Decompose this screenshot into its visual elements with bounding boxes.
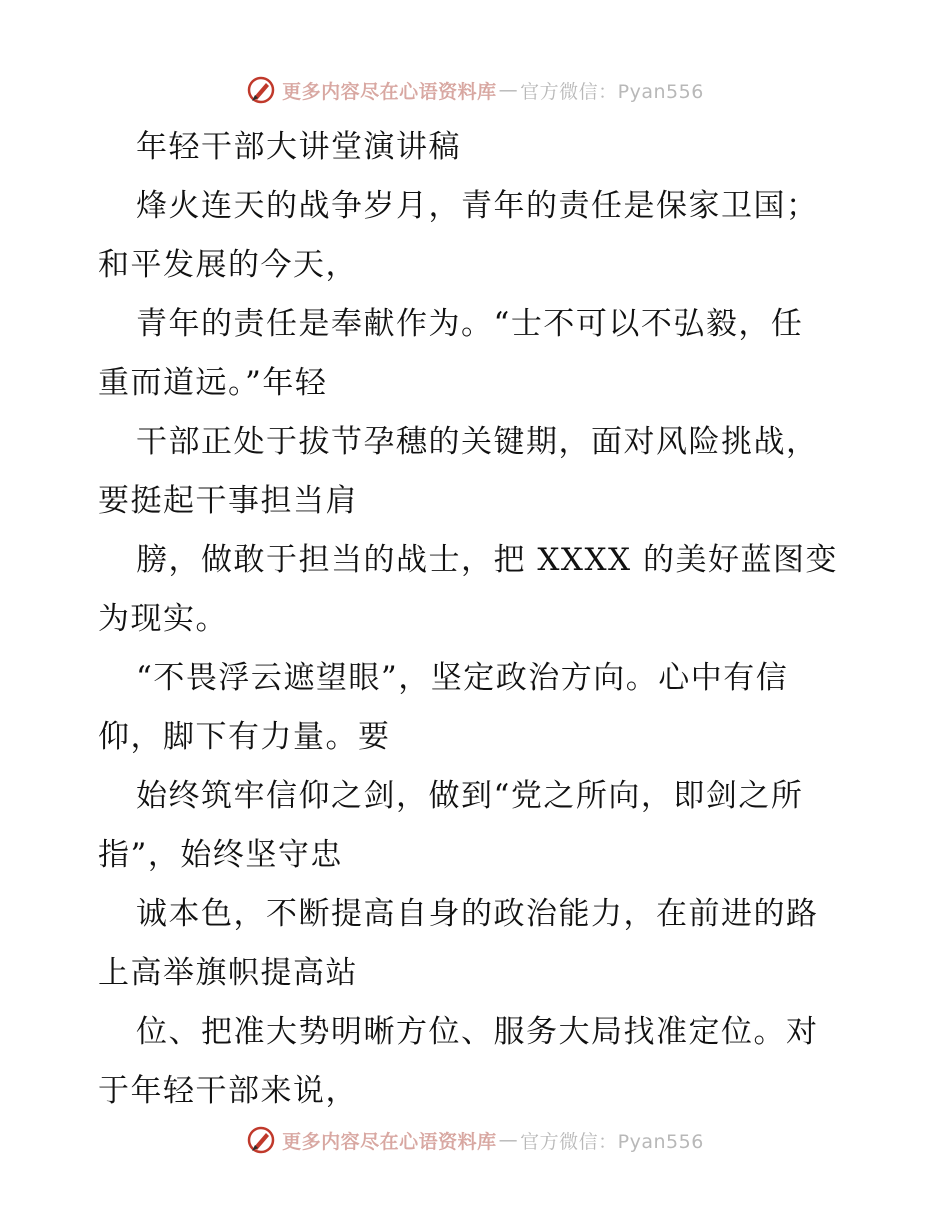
header-banner-text: 更多内容尽在心语资料库 [282, 80, 497, 103]
text-line: 始终筑牢信仰之剑，做到“党之所向，即剑之所 [136, 778, 804, 814]
text-line: 为现实。 [98, 601, 228, 637]
header-banner-separator: — [498, 79, 519, 101]
text-line: 烽火连天的战争岁月，青年的责任是保家卫国； [136, 188, 819, 224]
footer-watermark-banner [0, 1120, 950, 1160]
text-line: 仰，脚下有力量。要 [98, 719, 391, 755]
text-line: 上高举旗帜提高站 [98, 955, 358, 991]
footer-banner-text: 更多内容尽在心语资料库 [282, 1130, 497, 1153]
text-line: 指”，始终坚守忠 [98, 837, 343, 873]
header-banner-wechat: 官方微信：Pyan556 [520, 80, 704, 103]
quill-logo-icon [246, 75, 276, 105]
document-body [98, 118, 858, 1121]
text-line: “不畏浮云遮望眼”，坚定政治方向。心中有信 [136, 660, 789, 696]
text-line: 青年的责任是奉献作为。“士不可以不弘毅，任 [136, 306, 804, 342]
text-line: 重而道远。”年轻 [98, 365, 328, 401]
text-line: 诚本色，不断提高自身的政治能力，在前进的路 [136, 896, 819, 932]
text-line: 位、把准大势明晰方位、服务大局找准定位。对 [136, 1014, 819, 1050]
text-line: 干部正处于拔节孕穗的关键期，面对风险挑战， [136, 424, 819, 460]
text-line: 于年轻干部来说， [98, 1073, 358, 1109]
footer-banner-wechat: 官方微信：Pyan556 [520, 1130, 704, 1153]
document-title: 年轻干部大讲堂演讲稿 [136, 129, 461, 165]
footer-banner-separator: — [498, 1129, 519, 1151]
text-line: 膀，做敢于担当的战士，把 XXXX 的美好蓝图变 [136, 542, 838, 578]
text-line: 要挺起干事担当肩 [98, 483, 358, 519]
header-watermark-banner [0, 70, 950, 110]
quill-logo-icon [246, 1125, 276, 1155]
text-line: 和平发展的今天， [98, 247, 358, 283]
